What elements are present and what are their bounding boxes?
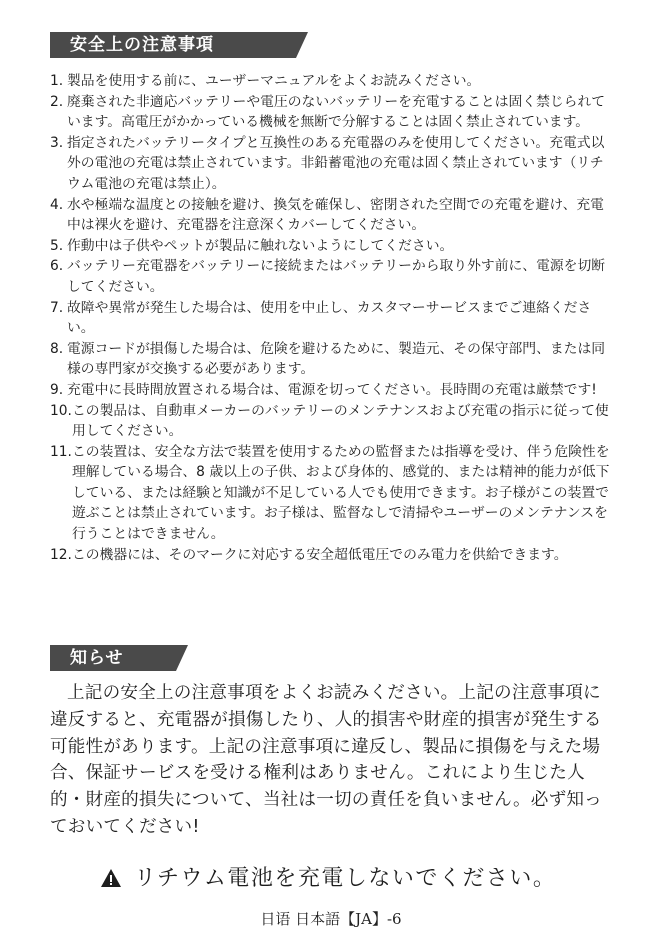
notice-heading: 知らせ xyxy=(70,648,124,668)
safety-item-text: 指定されたバッテリータイプと互換性のある充電器のみを使用してください。充電式以外の電池の充電は禁止されています。非鉛蓄電池の充電は固く禁止されています（リチウム電池の充電は禁止）。 xyxy=(67,134,605,192)
safety-item-text: この製品は、自動車メーカーのバッテリーのメンテナンスおよび充電の指示に従って使用してください。 xyxy=(72,402,609,440)
safety-item-text: 電源コードが損傷した場合は、危険を避けるために、製造元、その保守部門、または同様の専門家が交換する必要があります。 xyxy=(67,340,606,378)
safety-item xyxy=(50,380,610,401)
safety-item xyxy=(50,92,610,133)
safety-item-number: 12. xyxy=(50,546,72,563)
safety-item-number: 10. xyxy=(50,402,72,419)
safety-item-number: 5. xyxy=(50,237,64,254)
warning-triangle-icon xyxy=(100,867,122,897)
safety-item-number: 2. xyxy=(50,93,64,110)
safety-heading-banner xyxy=(50,32,308,58)
safety-item-text: この機器には、そのマークに対応する安全超低電圧でのみ電力を供給できます。 xyxy=(71,546,568,563)
safety-item-number: 9. xyxy=(50,381,64,398)
safety-item-text: 水や極端な温度との接触を避け、換気を確保し、密閉された空間での充電を避け、充電中は裸火を避け、充電器を注意深くカバーしてください。 xyxy=(67,196,604,234)
safety-item-number: 7. xyxy=(50,299,64,316)
safety-item xyxy=(50,401,610,442)
safety-item-text: 充電中に長時間放置される場合は、電源を切ってください。長時間の充電は厳禁です! xyxy=(67,381,597,398)
safety-item-number: 3. xyxy=(50,134,64,151)
safety-item-number: 8. xyxy=(50,340,64,357)
safety-item-text: 廃棄された非適応バッテリーや電圧のないバッテリーを充電することは固く禁じられています。高電圧がかかっている機械を無断で分解することは固く禁止されています。 xyxy=(67,93,606,131)
safety-item xyxy=(50,256,610,297)
safety-item-number: 1. xyxy=(50,73,64,89)
safety-item xyxy=(50,545,610,566)
safety-item xyxy=(50,133,610,195)
safety-item-text: バッテリー充電器をバッテリーに接続またはバッテリーから取り外す前に、電源を切断してください。 xyxy=(67,258,606,295)
safety-item xyxy=(50,236,610,257)
safety-item-text: 故障や異常が発生した場合は、使用を中止し、カスタマーサービスまでご連絡ください。 xyxy=(67,299,592,337)
safety-item-number: 4. xyxy=(50,196,64,213)
safety-list xyxy=(50,71,610,565)
safety-item xyxy=(50,298,610,339)
notice-body: 上記の安全上の注意事項をよくお読みください。上記の注意事項に違反すると、充電器が損傷したり、人的損害や財産的損害が発生する可能性があります。上記の注意事項に違反し、製品に損傷を与えた場合、保証サービスを受ける権利はありません。これにより生じた人的・財産的損失について、当社は一切の責任を負いません。必ず知っておいてください! xyxy=(50,683,602,837)
safety-heading: 安全上の注意事項 xyxy=(70,35,214,55)
safety-item xyxy=(50,195,610,236)
safety-item-number: 11. xyxy=(50,443,72,460)
warning-text: リチウム電池を充電しないでください。 xyxy=(134,866,557,891)
safety-item xyxy=(50,339,610,380)
safety-item-text: 製品を使用する前に、ユーザーマニュアルをよくお読みください。 xyxy=(67,73,481,89)
notice-heading-banner xyxy=(50,645,188,671)
safety-item xyxy=(50,442,610,545)
safety-item-text: この装置は、安全な方法で装置を使用するための監督または指導を受け、伴う危険性を理解している場合、8 歳以上の子供、および身体的、感覚的、または精神的能力が低下している、または経験と知識が不足している人でも使用できます。お子様がこの装置で遊ぶことは禁止されています。お子様は、監督なしで清掃やユーザーのメンテナンスを行うことはできません。 xyxy=(72,443,610,543)
warning-line xyxy=(100,864,580,897)
safety-item xyxy=(50,71,610,92)
safety-item-text: 作動中は子供やペットが製品に触れないようにしてください。 xyxy=(67,237,454,254)
page-footer: 日语 日本語【JA】-6 xyxy=(260,910,402,928)
safety-item-number: 6. xyxy=(50,258,64,275)
